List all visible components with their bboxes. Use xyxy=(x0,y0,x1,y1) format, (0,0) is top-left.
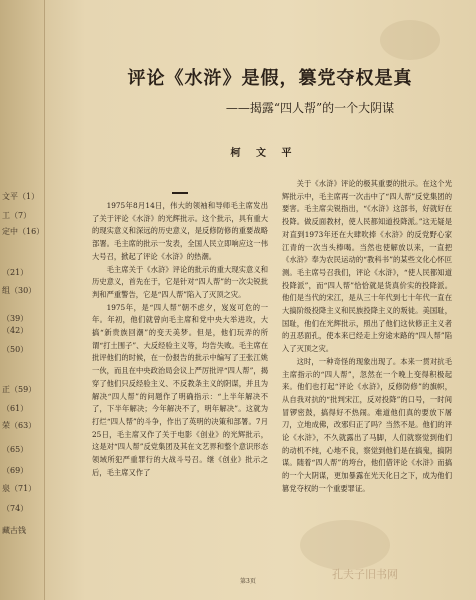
page-number: 第3页 xyxy=(240,578,256,585)
toc-entry: 藏古钱 xyxy=(2,526,26,535)
toc-entry: 荣（63） xyxy=(2,421,37,430)
section-marker xyxy=(172,192,188,194)
right-column xyxy=(282,178,452,496)
paper-stain xyxy=(300,520,390,570)
toc-entry: 文平（1） xyxy=(2,192,40,201)
table-of-contents-strip xyxy=(0,0,45,600)
toc-entry: 工（7） xyxy=(2,211,32,220)
article-title: 评论《水浒》是假，篡党夺权是真 xyxy=(127,68,413,89)
toc-entry: 泉（71） xyxy=(2,484,37,493)
toc-entry: （39） xyxy=(2,314,29,323)
toc-entry: （74） xyxy=(2,504,29,513)
toc-entry: （69） xyxy=(2,466,29,475)
toc-entry: （21） xyxy=(2,268,29,277)
paragraph: 关于《水浒》评论的极其重要的批示。在这个光辉批示中，毛主席再一次击中了“四人帮”反党集团的要害。毛主席尖锐指出，“《水浒》这部书，好就好在投降。做反面教材，使人民都知道投降派。”这无疑是对直到1973年还在大肆吹捧《水浒》的反党野心家江青的一次当头棒喝。当然也使解放以来，一直把《水浒》奉为农民运动的“教科书”的某些文化心怀叵测。毛主席号召我们，评论《水浒》，“使人民都知道投降派”，而“四人帮”恰恰就是货真价实的投降派。他们是当代的宋江，是从三十年代到七十年代一直在大搞阶级投降主义和民族投降主义的叛徒。美国耻，国耻，他们在光辉批示，照出了他们这伙修正主义者的丑恶面孔，使本来已经走上穷途末路的“四人帮”陷入了灭顶之灾。 xyxy=(282,179,452,354)
toc-entry: （42） xyxy=(2,326,29,335)
article-subtitle: ——揭露“四人帮”的一个大阴谋 xyxy=(225,101,395,115)
toc-entry: 正（59） xyxy=(2,385,37,394)
toc-entry: 定中（16） xyxy=(2,227,45,236)
toc-entry: （50） xyxy=(2,345,29,354)
paragraph: 1975年，是“四人帮”朝不虑夕，岌岌可危的一年。年初，他们就曾向毛主席和党中央大举进攻，大搞“新贵族回潮”的变天美梦。但是，他们玩弄的所谓“打土围子”、大反经验主义等，均告失败。毛主席在批评他们的时候，在一份报告的批示中编写了王张江姚一伙，而且在中央政治局会议上严厉批评“四人帮”，揭穿了他们只反经验主义、不反教条主义的阴谋，并且为解决“四人帮”的问题作了明确指示：“上半年解决不了，下半年解决；今年解决不了，明年解决”。这就为打烂“四人帮”的斗争，作出了英明的决策和部署。7月25日，毛主席又作了关于电影《创业》的光辉批示，这是对“四人帮”反党集团及其在文艺界和整个意识形态领域所犯严重罪行的大战斗号召。继《创业》批示之后，毛主席又作了 xyxy=(92,302,268,477)
paragraph: 这时，一种奇怪的现象出现了。本来一贯对抗毛主席指示的“四人帮”，忽然在一个晚上变得积极起来。他们也打起“评论《水浒》，反修防修”的旗帜，从自我对抗的“批判宋江，反对投降”的口号，一时间冒锣密鼓，搞得好不热闹。难道他们真的要放下屠刀，立地成佛，改邪归正了吗？当然不是。他们的评论《水浒》，不久就露出了马脚，人们就察觉到他们的动机不纯，心地不良，察觉到他们是在搞鬼，搞阴谋。随着“四人帮”的垮台，他们借评论《水浒》而搞的一个大阴谋，更加暴露在光天化日之下，成为他们篡党夺权的一个重要罪证。 xyxy=(282,356,452,493)
left-column xyxy=(92,200,268,479)
paragraph: 毛主席关于《水浒》评论的批示的重大现实意义和历史意义，首先在于，它是针对“四人帮”的一次尖锐批判和严重警告，它是“四人帮”陷入了灭顶之灾。 xyxy=(92,264,268,299)
article-author: 柯 文 平 xyxy=(230,148,298,159)
paper-stain xyxy=(380,20,440,60)
watermark: 孔夫子旧书网 xyxy=(332,568,398,581)
toc-entry: （65） xyxy=(2,445,29,454)
toc-entry: （61） xyxy=(2,404,29,413)
toc-entry: 组（30） xyxy=(2,286,37,295)
paragraph: 1975年8月14日，伟大的领袖和导师毛主席发出了关于评论《水浒》的光辉批示。这个批示，具有重大的现实意义和深远的历史意义，是反修防修的重要战略部署。毛主席的批示一发表，全国人民立即响应这一伟大号召，掀起了评论《水浒》的热潮。 xyxy=(92,201,268,261)
